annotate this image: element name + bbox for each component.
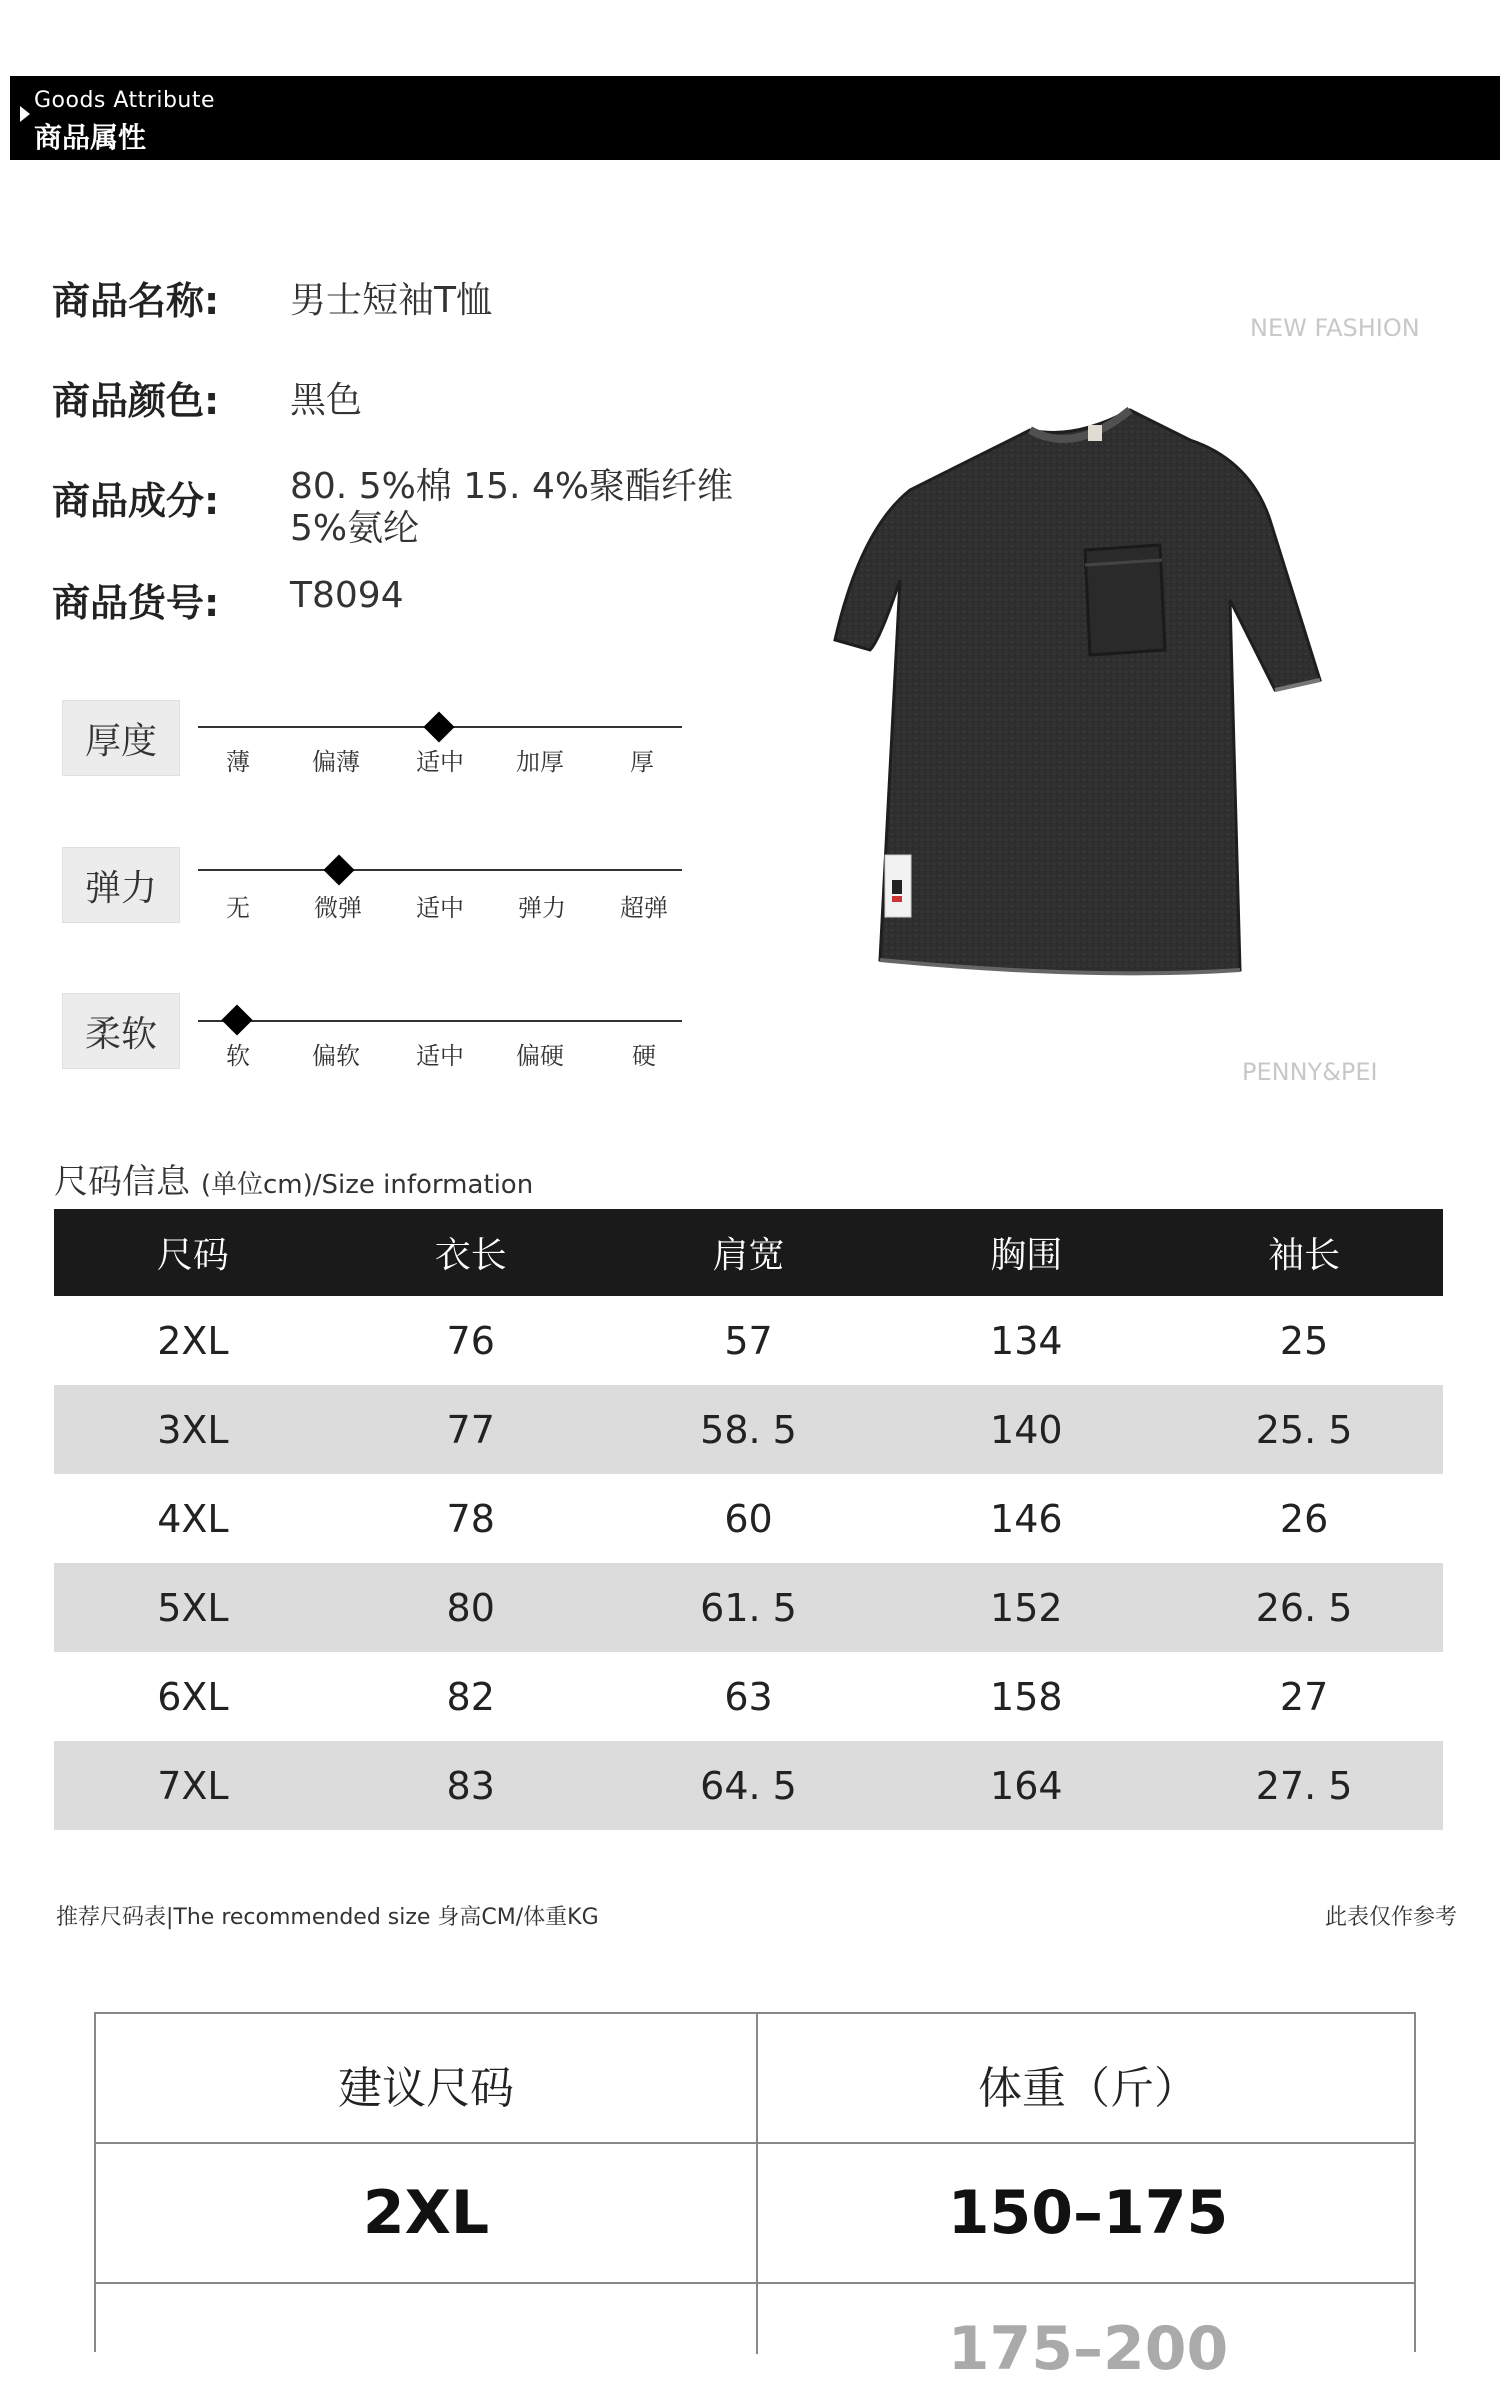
scale-thickness-tick: 适中 [416, 748, 464, 776]
attr-material-value: 80. 5%棉 15. 4%聚酯纤维 [290, 466, 734, 507]
size-table-cell: 7XL [157, 1763, 229, 1808]
header-arrow-icon [20, 106, 30, 122]
size-table-cell: 27. 5 [1255, 1763, 1353, 1808]
scale-thickness-tick: 偏薄 [312, 748, 360, 776]
product-tshirt-image [830, 400, 1330, 1000]
header-title-en: Goods Attribute [34, 88, 216, 113]
recommend-cell-weight: 150–175 [947, 2178, 1229, 2248]
attr-name-value: 男士短袖T恤 [290, 280, 492, 321]
scale-thickness-tick: 加厚 [516, 748, 564, 776]
attr-material-key: 商品成分: [52, 479, 220, 523]
recommend-table-rule [96, 2282, 1414, 2284]
size-table-header-cell: 衣长 [434, 1235, 507, 1276]
scale-softness-tick: 偏硬 [516, 1042, 564, 1070]
scale-thickness-tick: 薄 [226, 748, 250, 776]
size-table-header-cell: 胸围 [990, 1235, 1063, 1276]
scale-softness-marker [221, 1004, 252, 1035]
scale-elasticity-tick: 弹力 [518, 894, 566, 922]
size-table-cell: 25. 5 [1255, 1407, 1353, 1452]
recommend-header-size: 建议尺码 [338, 2063, 514, 2114]
recommend-table-rule [96, 2142, 1414, 2144]
attr-material-value-2: 5%氨纶 [290, 508, 420, 549]
recommend-note: 推荐尺码表|The recommended size 身高CM/体重KG [56, 1905, 599, 1930]
attr-name-key: 商品名称: [52, 279, 220, 323]
size-table-cell: 64. 5 [700, 1763, 797, 1808]
size-table-row [54, 1652, 1443, 1741]
scale-thickness-tick: 厚 [630, 748, 654, 776]
scale-elasticity-tick: 无 [226, 894, 250, 922]
size-table-row [54, 1474, 1443, 1563]
scale-softness-tick: 适中 [416, 1042, 464, 1070]
recommend-cell-weight-partial: 175–200 [947, 2314, 1229, 2384]
size-table-cell: 26. 5 [1255, 1585, 1353, 1630]
size-table-cell: 140 [990, 1407, 1063, 1452]
attr-color-value: 黑色 [290, 380, 363, 421]
size-table-cell: 158 [990, 1674, 1063, 1719]
size-table-header-cell: 袖长 [1268, 1235, 1341, 1276]
watermark-top: NEW FASHION [1250, 314, 1420, 342]
header-title-zh: 商品属性 [34, 121, 147, 154]
size-table-row [54, 1296, 1443, 1385]
size-table-cell: 4XL [157, 1496, 229, 1541]
watermark-bottom: PENNY&PEI [1242, 1058, 1378, 1086]
scale-elasticity-label: 弹力 [62, 847, 180, 923]
header-accent-bar [0, 76, 10, 160]
size-table-cell: 5XL [157, 1585, 229, 1630]
attr-color-key: 商品颜色: [52, 379, 220, 423]
scale-softness-tick: 偏软 [312, 1042, 360, 1070]
size-table-header-cell: 尺码 [156, 1235, 229, 1276]
size-table-cell: 63 [724, 1674, 773, 1719]
recommend-cell-size: 2XL [362, 2178, 490, 2248]
size-table-cell: 6XL [157, 1674, 229, 1719]
recommend-disclaimer: 此表仅作参考 [1325, 1905, 1458, 1930]
size-table-cell: 164 [990, 1763, 1063, 1808]
scale-elasticity-line [198, 869, 682, 871]
scale-thickness-label: 厚度 [62, 700, 180, 776]
size-table-cell: 57 [724, 1318, 773, 1363]
size-info-subtitle: (单位cm)/Size information [200, 1170, 534, 1200]
size-table-cell: 83 [446, 1763, 495, 1808]
attr-sku-key: 商品货号: [52, 581, 220, 625]
size-table-cell: 80 [446, 1585, 495, 1630]
recommend-header-weight: 体重（斤） [978, 2063, 1198, 2114]
scale-elasticity-tick: 适中 [416, 894, 464, 922]
size-info-title-zh: 尺码信息 [54, 1162, 190, 1202]
scale-softness-tick: 硬 [632, 1042, 656, 1070]
size-table-cell: 3XL [157, 1407, 229, 1452]
size-table-cell: 60 [724, 1496, 773, 1541]
size-table-row [54, 1741, 1443, 1830]
size-table-cell: 26 [1279, 1496, 1329, 1541]
size-table-cell: 82 [446, 1674, 495, 1719]
size-table-cell: 25 [1279, 1318, 1329, 1363]
size-table-header [54, 1209, 1443, 1296]
size-table-cell: 77 [446, 1407, 495, 1452]
scale-softness-label: 柔软 [62, 993, 180, 1069]
scale-elasticity-tick: 超弹 [620, 894, 668, 922]
size-table-cell: 76 [446, 1318, 495, 1363]
size-table-cell: 58. 5 [700, 1407, 797, 1452]
size-table-cell: 2XL [157, 1318, 229, 1363]
size-table-header-cell: 肩宽 [712, 1235, 785, 1276]
size-table-cell: 27 [1279, 1674, 1329, 1719]
scale-elasticity-tick: 微弹 [314, 894, 362, 922]
scale-thickness-marker [423, 711, 454, 742]
size-table-cell: 134 [990, 1318, 1063, 1363]
section-header [0, 76, 1500, 160]
size-info-title [54, 1154, 533, 1203]
recommend-table [94, 2012, 1416, 2384]
size-table-cell: 146 [990, 1496, 1063, 1541]
size-table-cell: 61. 5 [700, 1585, 797, 1630]
attr-sku-value: T8094 [290, 575, 404, 616]
size-table-row [54, 1563, 1443, 1652]
size-table-cell: 78 [446, 1496, 495, 1541]
size-table [54, 1209, 1443, 1830]
scale-elasticity-marker [323, 854, 354, 885]
scale-softness-tick: 软 [226, 1042, 250, 1070]
size-table-row [54, 1385, 1443, 1474]
scale-softness-line [198, 1020, 682, 1022]
size-table-cell: 152 [990, 1585, 1063, 1630]
